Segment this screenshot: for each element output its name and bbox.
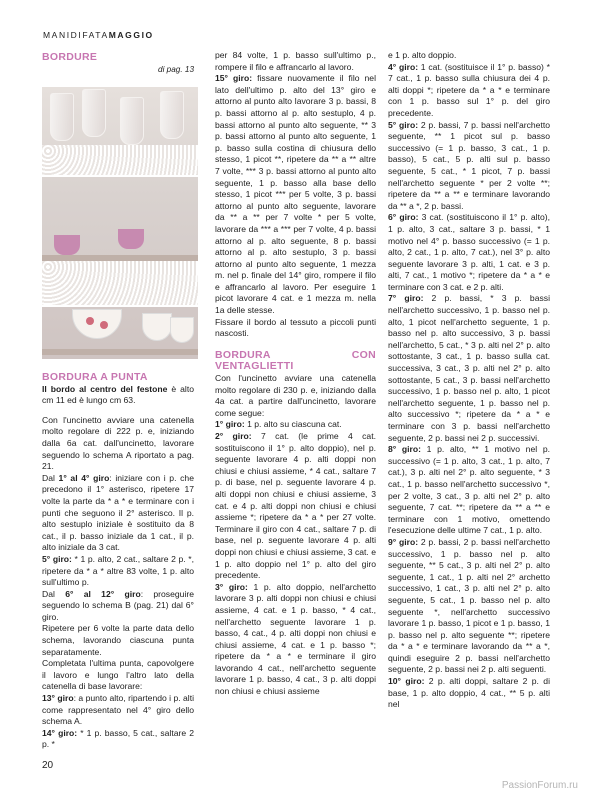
watermark: PassionForum.ru bbox=[501, 780, 578, 791]
text: è alto cm 11 ed è lungo cm 63. bbox=[42, 383, 194, 406]
product-photo bbox=[42, 87, 198, 359]
paragraph bbox=[388, 120, 550, 213]
section-title-ventaglietti: BORDURA CON VENTAGLIETTI bbox=[215, 348, 376, 373]
bold-text: 1° giro: bbox=[215, 419, 245, 430]
bold-text: 9° giro: bbox=[388, 536, 419, 547]
left-column-text bbox=[42, 372, 194, 751]
paragraph bbox=[215, 582, 376, 698]
bold-text: 7° giro: bbox=[388, 293, 424, 304]
paragraph bbox=[388, 537, 550, 676]
text: 1 p. alto doppio, nell'archetto lavorare 3 p. alti doppi non chiusi e chiusi assieme, 4 cat. e 1 p. basso, * 4 cat., nell'archetto seguente lavorare 1 p. basso, 4 cat., 4 p. alti doppi non chiusi e chiusi assieme, 4 cat. e 1 p. basso *; ripetere da * a * e terminare il giro lavorando 4 cat., nell'archetto seguente lavorare 1 p. basso, 4 cat., 3 p. alti doppi non chiusi e chiusi assieme bbox=[215, 581, 376, 697]
text: : a punto alto, ripartendo i p. alti come rappresentato nel 4° giro dello schema A. bbox=[42, 693, 195, 727]
text: 1 p. alto, ** 1 motivo nel p. successivo (= 1 p. alto, 3 cat., 1 p. alto, 7 cat.), 3 p. alti nel 2° p. alto seguente, * 3 cat., 1 p. basso nell'archetto successivo *, per 2 volte, 3 cat., 3 p. alti nel 2° p. alto seguente, 7 cat. **; ripetere da ** a ** e terminare con 1 motivo, omettendo l'esecuzione delle ultime 7 cat., 1 p. alto. bbox=[388, 444, 550, 536]
bold-text: 14° giro: bbox=[42, 727, 78, 738]
bold-text: 8° giro: bbox=[388, 444, 421, 455]
paragraph bbox=[388, 676, 550, 711]
paragraph: Con l'uncinetto avviare una catenella molto regolare di 230 p. e, iniziando dalla 4a cat. a partire dall'uncinetto, lavorare come segue: bbox=[215, 373, 376, 418]
paragraph bbox=[215, 431, 376, 582]
text: fissare nuovamente il filo nel lato dell'ultimo p. alto del 13° giro e attorno al punto alto lavorare 3 p. bassi, 8 p. bassi attorno al p. alto sestuplo, 4 p. bassi attorno al punto alto seguente, ** 3 p. bassi attorno al punto alto seguente, 1 p. basso sulla costina di chiusura dello stesso, 1 picot **, ripetere da ** a ** altre 7 volte, *** 3 p. bassi attorno al punto alto seguente, 1 p. basso alla base dello stesso, 1 picot *** per 5 volte, 3 p. bassi attorno al punto alto seguente, lavorare da ** a ** per 7 volte * per 5 volte, lavorare da *** a *** per 7 volte, 4 p. bassi attorno al p. alto seguente, 8 p. bassi attorno al p. alto sestuplo, 3 p. bassi attorno al punto alto seguente, 1 mezza m. nel p. finale del 14° giro, rompere il filo e affrancarlo al lavoro. Per eseguire 1 picot lavorare 4 cat. e 1 mezza m. nella 1a delle stesse. bbox=[215, 73, 376, 316]
text: * 1 p. alto, 2 cat., saltare 2 p. *, ripetere da * a * altre 83 volte, 1 p. alto sull'ultimo p. bbox=[42, 553, 194, 588]
text: * 1 p. basso, 5 cat., saltare 2 p. * bbox=[42, 727, 194, 750]
paragraph: Con l'uncinetto avviare una catenella molto regolare di 222 p. e, iniziando dalla 6a cat. dall'uncinetto, lavorare seguendo lo schema A riportato a pag. 21. bbox=[42, 414, 194, 472]
paragraph bbox=[215, 73, 376, 316]
rose-decoration bbox=[100, 321, 108, 329]
text: Dal bbox=[42, 472, 59, 483]
paragraph bbox=[215, 419, 376, 431]
page-reference: di pag. 13 bbox=[158, 64, 194, 74]
bold-text: 13° giro bbox=[42, 693, 74, 704]
text: 2 p. alti doppi, saltare 2 p. di base, 1 p. alto doppio, 4 cat., ** 5 p. alti nel bbox=[388, 676, 550, 710]
bold-text: 3° giro: bbox=[215, 581, 248, 592]
text: : iniziare con i p. che precedono il 1° asterisco, ripetere 17 volte la parte da * a * e terminare con i punti che seguono il 2° asterisco. Il p. alto sestuplo iniziale è sostituito da 8 cat., il p. basso iniziale da 1 cat., il p. alto iniziale da 3 cat. bbox=[42, 472, 194, 553]
cup-image bbox=[54, 235, 80, 255]
text: : proseguire seguendo lo schema B (pag. 21) dal 6° giro. bbox=[42, 588, 194, 622]
bold-text: 1° al 4° giro bbox=[58, 472, 110, 483]
glass-image bbox=[50, 93, 74, 141]
paragraph bbox=[42, 693, 194, 728]
paragraph bbox=[42, 589, 194, 624]
page-number: 20 bbox=[42, 760, 54, 771]
paragraph bbox=[388, 212, 550, 293]
paragraph: Fissare il bordo al tessuto a piccoli punti nascosti. bbox=[215, 316, 376, 339]
bold-text: 4° giro: bbox=[388, 61, 419, 72]
bold-text: 5° giro: bbox=[42, 553, 72, 564]
glass-image bbox=[160, 91, 184, 139]
lace-border-image bbox=[42, 145, 198, 177]
paragraph bbox=[42, 473, 194, 554]
text: 7 cat. (le prime 4 cat. sostituiscono il 1° p. alto doppio), nel p. seguente lavorare 4 p. alti doppi non chiusi e chiusi assieme, * 4 cat., saltare 7 p. di base, nel p. seguente lavorare 4 p. alti doppi non chiusi e chiusi assieme, 3 cat. e 4 p. alti doppi non chiusi e chiusi assieme *; ripetere da * a * per 27 volte. Terminare il giro con 4 cat., saltare 7 p. di base, nel p. seguente lavorare 4 p. alti doppi non chiusi e chiusi assieme, 3 cat. e 1 p. alto doppio nel 1° p. alto del giro precedente. bbox=[215, 431, 376, 581]
bold-text: 5° giro: bbox=[388, 119, 419, 130]
glass-image bbox=[82, 89, 106, 137]
bold-text: Il bordo al centro del festone bbox=[42, 383, 168, 394]
bold-text: 6° giro: bbox=[388, 212, 419, 223]
text: 1 p. alto su ciascuna cat. bbox=[244, 419, 342, 430]
text: Dal bbox=[42, 588, 66, 599]
shelf-image bbox=[42, 349, 198, 355]
paragraph bbox=[42, 728, 194, 751]
brand-name: MANIDIFATA bbox=[43, 30, 109, 40]
cup-image bbox=[118, 229, 144, 249]
glass-image bbox=[120, 97, 144, 145]
paragraph: Ripetere per 6 volte la parte data dello schema, lavorando ciascuna punta separatamente. bbox=[42, 623, 194, 657]
paragraph bbox=[388, 62, 550, 120]
magazine-header bbox=[43, 30, 154, 40]
paragraph bbox=[388, 444, 550, 537]
bold-text: 2° giro: bbox=[215, 431, 252, 441]
middle-column bbox=[215, 50, 376, 698]
rose-decoration bbox=[86, 317, 94, 325]
lace-border-image bbox=[42, 261, 198, 307]
text: 2 p. bassi, * 3 p. bassi nell'archetto successivo, 1 p. basso nel p. alto, 1 picot nell'archetto seguente, 1 p. basso nel p. alto successivo, 3 p. bassi nell'archetto, 5 cat., * 3 p. alti nel 2° p. alto sottostante, 3 cat., 1 p. basso sulla cat. successiva, 3 cat., 3 p. alti nel 2° p. alto sottostante, 5 cat., 3 p. bassi nell'archetto successivo, 1 p. basso nel p. alto, 1 picot nell'archetto seguente, 1 p. basso nel p. alto successivo *; ripetere da * a * e terminare con 3 p. bassi nell'archetto seguente, 2 p. bassi nei 2 p. successivi. bbox=[388, 293, 550, 443]
paragraph bbox=[388, 293, 550, 444]
egg-cup-image bbox=[170, 317, 194, 343]
paragraph: per 84 volte, 1 p. basso sull'ultimo p., rompere il filo e affrancarlo al lavoro. bbox=[215, 50, 376, 72]
bold-text: 10° giro: bbox=[388, 676, 425, 687]
section-title-bordura-punta: BORDURA A PUNTA bbox=[42, 371, 148, 383]
egg-cup-image bbox=[142, 313, 172, 341]
bold-text: 6° al 12° giro bbox=[65, 588, 141, 599]
bowl-image bbox=[72, 309, 122, 339]
text: 2 p. bassi, 2 p. bassi nell'archetto successivo, 1 p. basso nel p. alto seguente, ** 5 cat., 3 p. alti nel 2° p. alto seguente, 1 cat., 1 p. alti nel 2° archetto successivo, 1 cat., 3 p. alti nel 2° p. alto seguente, 5 cat., 1 p. basso nel p. alto seguente *, nell'archetto successivo lavorare 1 p. basso, 1 picot e 1 p. basso, 1 p. basso nel p. alto seguente **; ripetere da * a * e terminare lavorando da ** a *, quindi eseguire 2 p. bassi nell'archetto seguente, 2 p. bassi nei 2 p. alti seguenti. bbox=[388, 536, 551, 675]
paragraph: e 1 p. alto doppio. bbox=[388, 50, 457, 60]
issue-month: MAGGIO bbox=[108, 30, 154, 40]
right-column bbox=[388, 50, 550, 711]
paragraph bbox=[42, 384, 194, 407]
paragraph: Completata l'ultima punta, capovolgere il lavoro e lungo l'altro lato della catenella di base lavorare: bbox=[42, 658, 194, 692]
bold-text: 15° giro: bbox=[215, 73, 253, 84]
text: 2 p. bassi, 7 p. bassi nell'archetto seguente, ** 1 picot sul p. basso successivo (= 1 p. basso, 3 cat., 1 p. basso), 5 cat., 5 p. alti sul p. basso seguente, 5 cat., * 1 picot, 7 p. bassi nell'archetto seguente * per 2 volte **; ripetere da ** a ** e terminare lavorando da ** a *, 2 p. bassi. bbox=[388, 119, 551, 211]
paragraph bbox=[42, 554, 194, 589]
text: 3 cat. (sostituiscono il 1° p. alto), 1 p. alto, 3 cat., saltare 3 p. bassi, * 1 motivo nel 4° p. basso successivo (= 1 p. alto, 2 cat., 1 p. alto, 7 cat.), nel 3° p. alto seguente lavorare 3 p. alti, 1 cat. e 3 p. alti, 7 cat., 1 motivo *; ripetere da * a * e terminare con 3 cat. e 2 p. alti. bbox=[388, 212, 550, 292]
section-title-bordure: BORDURE bbox=[42, 51, 98, 63]
left-column bbox=[42, 52, 194, 75]
text: 1 cat. (sostituisce il 1° p. basso) * 7 cat., 1 p. basso sulla chiusura dei 4 p. alti doppi *; ripetere da * a * e terminare con 1 p. basso sul 1° p. del giro precedente. bbox=[388, 61, 550, 118]
